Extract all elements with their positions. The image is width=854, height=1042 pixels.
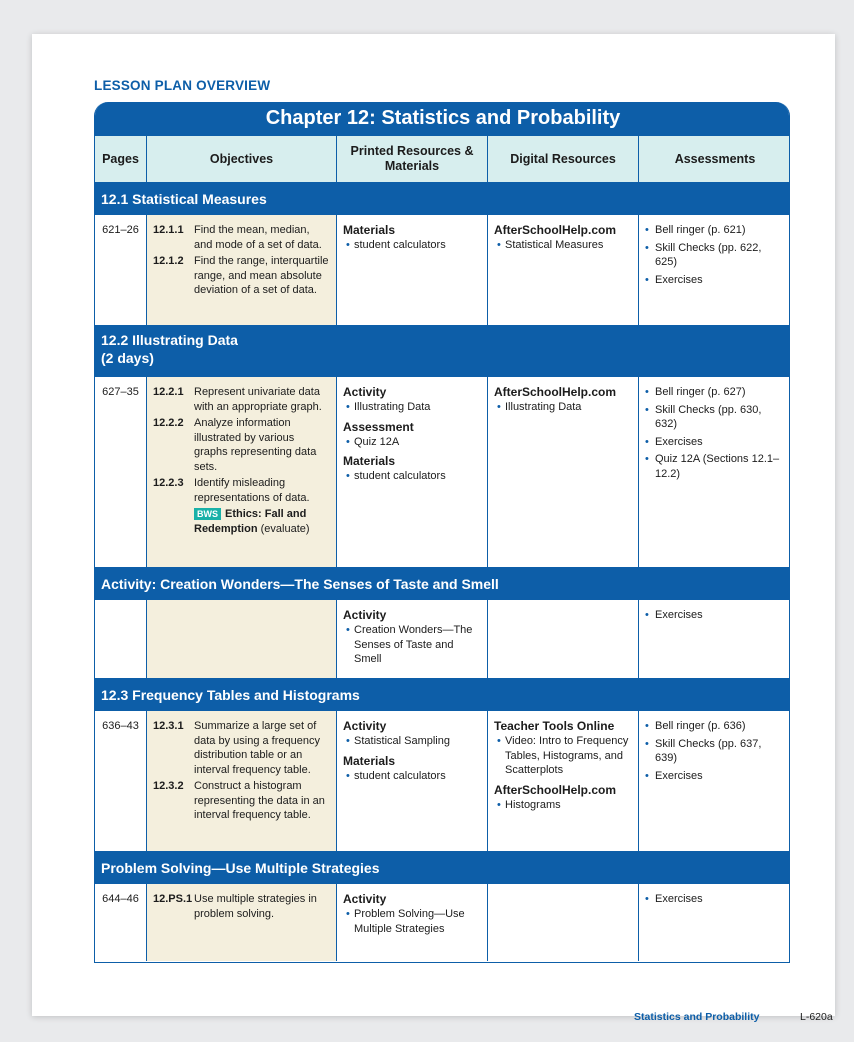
resource-heading: Activity [343, 608, 387, 622]
objective-number: 12.PS.1 [153, 893, 193, 905]
section-header: 12.3 Frequency Tables and Histograms [95, 678, 790, 711]
assessment-item: • Exercises [645, 769, 785, 784]
assessment-item: • Skill Checks (pp. 637, 639) [645, 737, 785, 766]
assessment-item: • Skill Checks (pp. 630, 632) [645, 403, 785, 432]
ethics-suffix: (evaluate) [260, 522, 310, 535]
document-page [32, 34, 835, 1023]
objective-item [153, 892, 330, 921]
footer-page-number: L-620a [800, 1011, 833, 1023]
objective-text: Summarize a large set of data by using a frequency distribution table or an interval frequency table. [194, 720, 320, 776]
assessment-item: • Bell ringer (p. 636) [645, 719, 785, 734]
resource-heading: Activity [343, 892, 387, 906]
resource-heading: AfterSchoolHelp.com [494, 385, 617, 399]
resource-heading: Activity [343, 385, 387, 399]
pages-cell: 621–26 [95, 215, 147, 325]
header-digital-resources: Digital Resources [488, 135, 639, 182]
objective-text: Identify misleading representations of data. [194, 477, 310, 504]
resource-heading: Assessment [343, 419, 414, 434]
objective-item [153, 254, 330, 298]
assessment-item: • Bell ringer (p. 627) [645, 385, 785, 400]
resource-item: • Illustrating Data [343, 400, 481, 415]
header-pages: Pages [95, 135, 147, 182]
objective-number: 12.3.1 [153, 720, 184, 732]
resource-heading: Materials [343, 223, 396, 237]
section-header: 12.1 Statistical Measures [95, 182, 790, 215]
objectives-cell [147, 215, 337, 325]
section-header: Problem Solving—Use Multiple Strategies [95, 851, 790, 884]
assessments-cell [639, 884, 790, 961]
ethics-title: Ethics: Fall and Redemption [194, 508, 307, 535]
section-header [95, 325, 790, 377]
objective-item [153, 416, 330, 474]
resource-item: • Illustrating Data [494, 400, 632, 415]
objective-text: Represent univariate data with an appropriate graph. [194, 386, 322, 413]
resource-heading: Teacher Tools Online [494, 719, 615, 733]
digital-resources-cell [488, 215, 639, 325]
pages-cell: 636–43 [95, 711, 147, 851]
assessments-cell [639, 711, 790, 851]
resource-item: • Histograms [494, 798, 632, 813]
footer-title: Statistics and Probability [634, 1011, 760, 1023]
objective-number: 12.2.3 [153, 477, 184, 489]
printed-resources-cell [337, 600, 488, 678]
digital-resources-cell [488, 377, 639, 567]
chapter-title: Chapter 12: Statistics and Probability [95, 102, 790, 135]
objective-text: Find the mean, median, and mode of a set of data. [194, 224, 322, 251]
digital-resources-cell [488, 884, 639, 961]
objective-item [153, 779, 330, 823]
resource-item: • Statistical Measures [494, 238, 632, 253]
assessment-item: • Bell ringer (p. 621) [645, 223, 785, 238]
pages-cell: 644–46 [95, 884, 147, 961]
objective-item [153, 385, 330, 414]
assessments-cell [639, 215, 790, 325]
resource-item: • student calculators [343, 469, 481, 484]
resource-item: • Creation Wonders—The Senses of Taste and Smell [343, 623, 481, 667]
section-subtitle: (2 days) [101, 350, 154, 366]
printed-resources-cell [337, 377, 488, 567]
assessments-cell [639, 377, 790, 567]
overview-label: LESSON PLAN OVERVIEW [94, 78, 271, 93]
section-title: 12.2 Illustrating Data [101, 332, 238, 348]
resource-heading: Materials [343, 753, 396, 768]
assessments-cell [639, 600, 790, 678]
printed-resources-cell [337, 711, 488, 851]
objectives-cell [147, 884, 337, 961]
assessment-item: • Exercises [645, 892, 785, 907]
objective-number: 12.2.2 [153, 417, 184, 429]
resource-heading: AfterSchoolHelp.com [494, 782, 617, 797]
pages-cell: 627–35 [95, 377, 147, 567]
digital-resources-cell [488, 600, 639, 678]
assessment-item: • Exercises [645, 608, 785, 623]
pages-cell [95, 600, 147, 678]
objectives-cell [147, 600, 337, 678]
objective-text: Construct a histogram representing the data in an interval frequency table. [194, 780, 325, 821]
objective-number: 12.1.2 [153, 255, 184, 267]
objective-item [153, 223, 330, 252]
objective-text: Analyze information illustrated by various graphs representing data sets. [194, 417, 317, 473]
resource-item: • Video: Intro to Frequency Tables, Histograms, and Scatterplots [494, 734, 632, 778]
objectives-cell [147, 711, 337, 851]
assessment-item: • Quiz 12A (Sections 12.1–12.2) [645, 452, 785, 481]
assessment-item: • Exercises [645, 435, 785, 450]
resource-heading: Activity [343, 719, 387, 733]
objective-item [153, 719, 330, 777]
objective-number: 12.2.1 [153, 386, 184, 398]
resource-item: • student calculators [343, 769, 481, 784]
objective-text: Use multiple strategies in problem solving. [194, 893, 317, 920]
assessment-item: • Skill Checks (pp. 622, 625) [645, 241, 785, 270]
header-printed-resources: Printed Resources & Materials [337, 135, 488, 182]
objective-text: Find the range, interquartile range, and mean absolute deviation of a set of data. [194, 255, 329, 296]
resource-item: • Statistical Sampling [343, 734, 481, 749]
header-assessments: Assessments [639, 135, 790, 182]
bws-badge: BWS [194, 508, 221, 520]
resource-item: • Problem Solving—Use Multiple Strategies [343, 907, 481, 936]
ethics-note [194, 507, 330, 536]
resource-heading: Materials [343, 454, 396, 468]
assessment-item: • Exercises [645, 273, 785, 288]
resource-item: • Quiz 12A [343, 435, 481, 450]
objective-number: 12.1.1 [153, 224, 184, 236]
objective-item [153, 476, 330, 505]
section-header: Activity: Creation Wonders—The Senses of Taste and Smell [95, 567, 790, 600]
digital-resources-cell [488, 711, 639, 851]
objective-number: 12.3.2 [153, 780, 184, 792]
resource-heading: AfterSchoolHelp.com [494, 223, 617, 237]
printed-resources-cell [337, 215, 488, 325]
lesson-plan-table [94, 102, 790, 963]
resource-item: • student calculators [343, 238, 481, 253]
printed-resources-cell [337, 884, 488, 961]
objectives-cell [147, 377, 337, 567]
header-objectives: Objectives [147, 135, 337, 182]
